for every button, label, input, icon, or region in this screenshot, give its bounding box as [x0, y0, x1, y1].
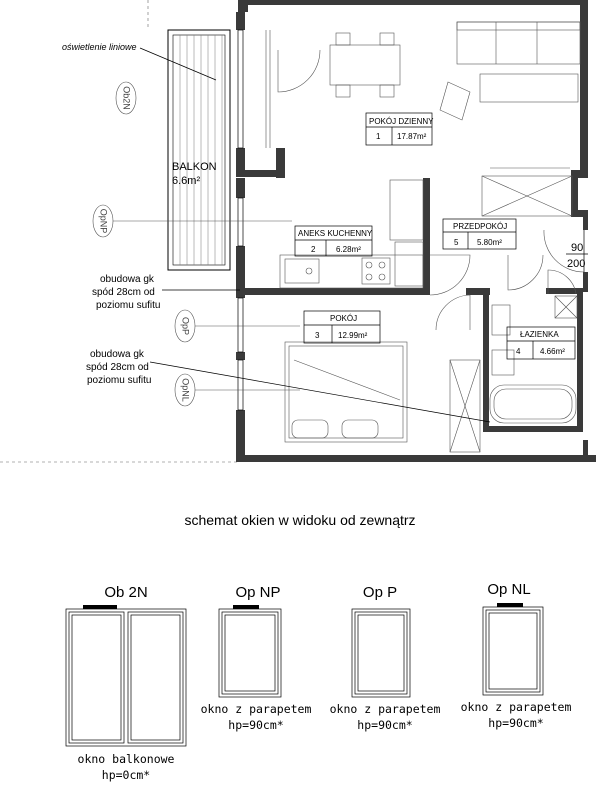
window-hp: hp=90cm* [357, 718, 413, 732]
window-tag-text: OpNP [98, 208, 109, 234]
window-desc: okno z parapetem [200, 702, 312, 716]
window-hp: hp=90cm* [228, 718, 284, 732]
note-line: obudowa gk [90, 349, 144, 360]
walls [236, 0, 596, 462]
room-label-2 [295, 226, 373, 256]
window-tag-text: Ob2N [121, 86, 132, 110]
window-tag-opp [175, 310, 300, 342]
window-hp: hp=90cm* [488, 716, 544, 730]
window-tag-text: OpP [180, 316, 191, 336]
window-opnl [461, 581, 572, 730]
door-width: 90 [571, 242, 584, 254]
balcony-name: BALKON [172, 161, 217, 173]
window-desc: okno z parapetem [329, 702, 441, 716]
room-label-3 [304, 311, 380, 343]
room-label-5 [443, 219, 516, 249]
window-ob2n [66, 584, 186, 782]
window-opp [330, 584, 441, 732]
room-name: ANEKS KUCHENNY [298, 229, 373, 238]
note-line: poziomu sufitu [87, 375, 152, 386]
window-tag-text: OpNL [180, 378, 191, 402]
room-number: 4 [516, 347, 521, 356]
room-name: ŁAZIENKA [520, 330, 559, 339]
window-desc: okno z parapetem [460, 700, 572, 714]
bedroom-furniture [285, 342, 407, 442]
window-opnp [201, 584, 312, 732]
window-desc: okno balkonowe [77, 752, 175, 766]
window-code: Op P [362, 584, 398, 601]
window-code: Op NL [487, 581, 531, 598]
note-line: spód 28cm od [92, 287, 155, 298]
window-code: Op NP [235, 584, 281, 601]
room-area: 12.99m² [338, 331, 368, 340]
room-area: 5.80m² [477, 238, 502, 247]
room-number: 5 [454, 238, 459, 247]
note-line: poziomu sufitu [96, 300, 161, 311]
room-area: 4.66m² [540, 347, 565, 356]
living-room-furniture [330, 22, 580, 216]
balcony-area: 6.6m² [172, 175, 201, 187]
room-number: 1 [376, 132, 381, 141]
room-label-1 [366, 113, 434, 145]
room-number: 2 [311, 245, 316, 254]
room-area: 17.87m² [397, 132, 427, 141]
room-number: 3 [315, 331, 320, 340]
room-label-4 [507, 327, 575, 359]
window-code: Ob 2N [104, 584, 148, 601]
window-hp: hp=0cm* [101, 768, 151, 782]
note-line: obudowa gk [100, 274, 154, 285]
lighting-note-text: oświetlenie liniowe [62, 42, 137, 52]
room-name: PRZEDPOKÓJ [453, 222, 508, 231]
casing-note-1 [92, 274, 240, 311]
door-dimension [566, 242, 588, 270]
casing-note-2 [86, 349, 490, 422]
door-height: 200 [567, 258, 586, 270]
schema-title: schemat okien w widoku od zewnątrz [184, 512, 416, 528]
window-tag-ob2n [116, 82, 136, 114]
room-area: 6.28m² [336, 245, 361, 254]
note-line: spód 28cm od [86, 362, 149, 373]
balcony [168, 30, 230, 270]
room-name: POKÓJ DZIENNY [369, 117, 434, 126]
room-name: POKÓJ [330, 314, 358, 323]
window-tag-opnl [175, 374, 300, 406]
